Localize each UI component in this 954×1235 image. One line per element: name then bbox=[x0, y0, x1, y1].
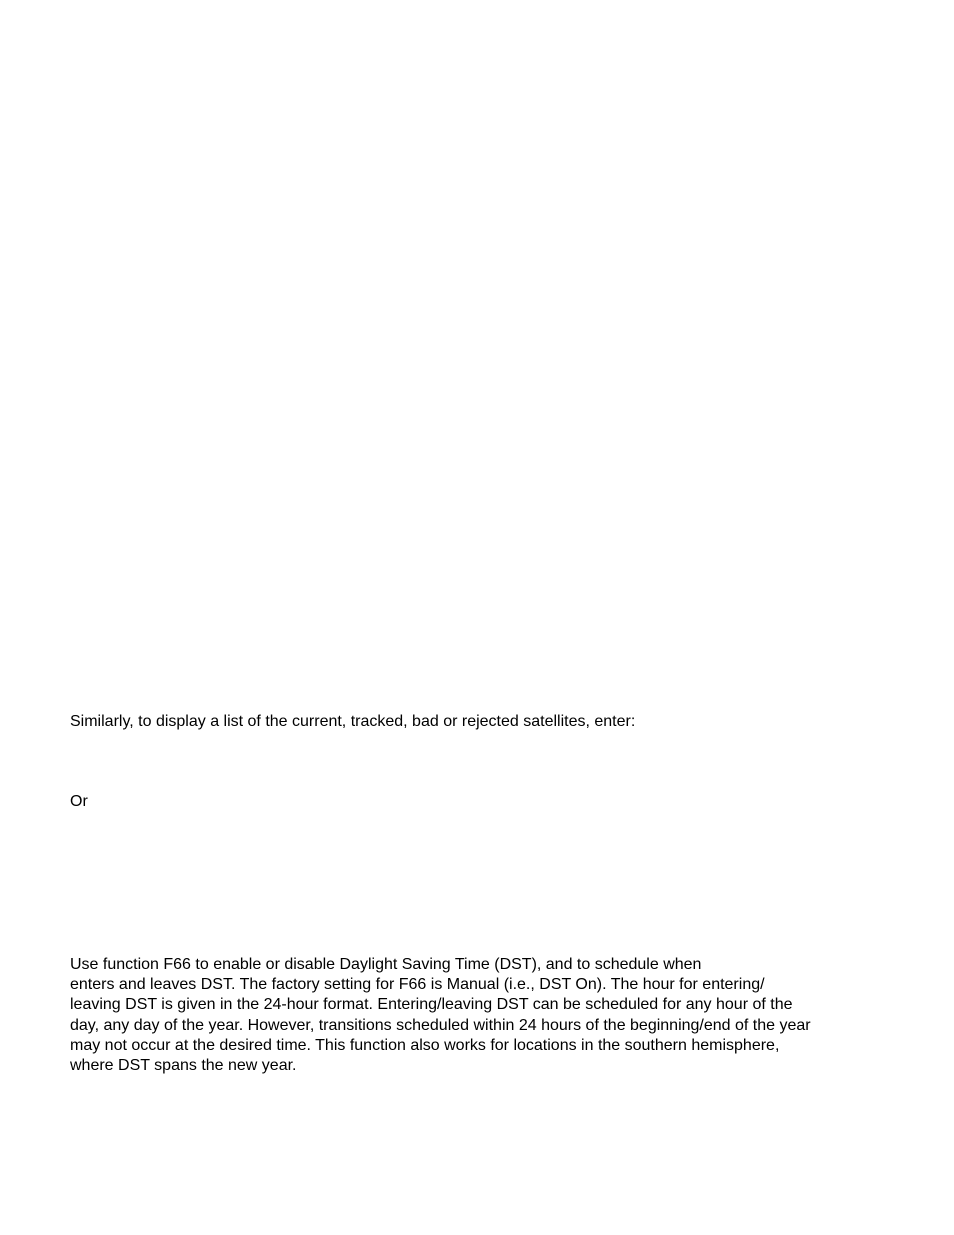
paragraph-line: Use function F66 to enable or disable Daylight Saving Time (DST), and to schedule when bbox=[70, 956, 702, 973]
paragraph-line: day, any day of the year. However, transitions scheduled within 24 hours of the beginning/end of the year bbox=[70, 1016, 811, 1034]
paragraph-line: enters and leaves DST. The factory setting for F66 is Manual (i.e., DST On). The hour for entering/ bbox=[70, 976, 765, 994]
or-separator-text: Or bbox=[70, 793, 88, 810]
dst-function-paragraph bbox=[70, 955, 890, 1076]
paragraph-line: may not occur at the desired time. This function also works for locations in the southern hemisphere, bbox=[70, 1036, 780, 1054]
paragraph-line: leaving DST is given in the 24-hour format. Entering/leaving DST can be scheduled for any hour of the bbox=[70, 996, 793, 1014]
paragraph-line: where DST spans the new year. bbox=[70, 1057, 297, 1075]
satellites-list-instruction: Similarly, to display a list of the current, tracked, bad or rejected satellites, enter: bbox=[70, 713, 636, 730]
